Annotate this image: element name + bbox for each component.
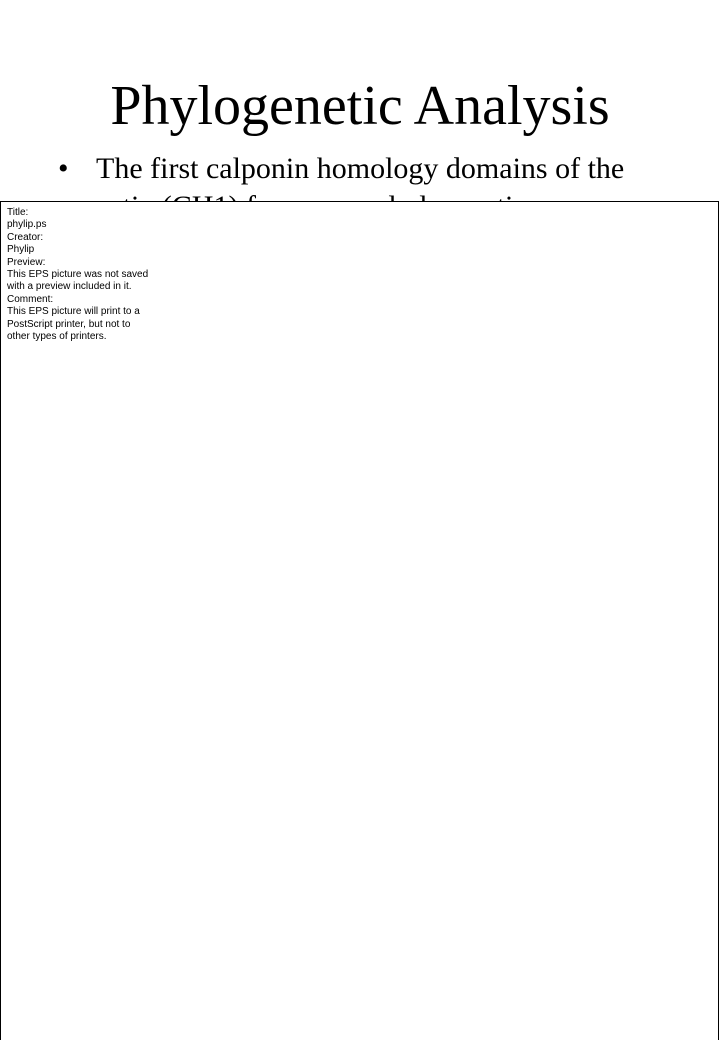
bullet-text: The first calponin homology domains of the xyxy=(96,152,625,185)
eps-title-label: Title: xyxy=(7,207,29,218)
eps-creator-value: Phylip xyxy=(7,244,35,256)
eps-comment-line-2: PostScript printer, but not to xyxy=(7,318,131,330)
eps-comment-line-1: This EPS picture will print to a xyxy=(7,306,140,318)
eps-creator-label: Creator: xyxy=(7,231,44,243)
eps-comment-line-3: other types of printers. xyxy=(7,331,107,343)
eps-preview-line-2: with a preview included in it. xyxy=(7,281,132,293)
eps-preview-line-1: This EPS picture was not saved xyxy=(7,269,149,281)
eps-comment-label: Comment: xyxy=(7,293,54,305)
eps-info-text xyxy=(7,207,172,343)
bullet-dot: • xyxy=(58,152,69,185)
eps-title-value: phylip.ps xyxy=(7,219,47,231)
slide-title: Phylogenetic Analysis xyxy=(110,75,610,137)
eps-picture-placeholder xyxy=(0,201,719,1040)
eps-preview-label: Preview: xyxy=(7,256,46,268)
